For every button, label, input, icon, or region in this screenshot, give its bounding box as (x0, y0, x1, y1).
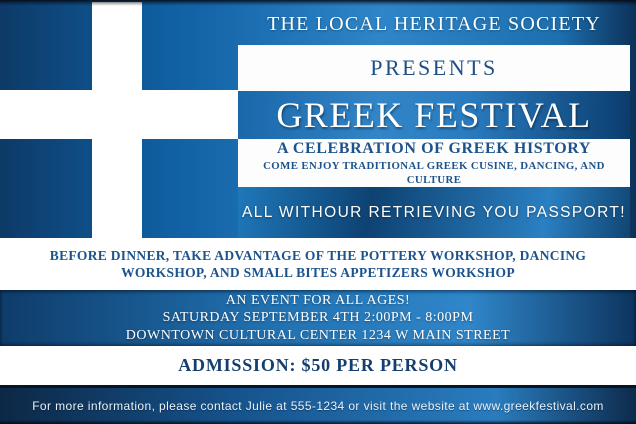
celebration-subheading: COME ENJOY TRADITIONAL GREEK CUSINE, DANCING, AND CULTURE (263, 160, 605, 186)
event-details-band (0, 290, 636, 346)
top-shadow-edge (0, 0, 636, 6)
admission-line: ADMISSION: $50 PER PERSON (178, 355, 458, 375)
presents-label: PRESENTS (370, 55, 498, 80)
passport-band (238, 187, 630, 238)
workshop-band (0, 238, 636, 290)
society-band (238, 0, 630, 45)
celebration-heading: A CELEBRATION OF GREEK HISTORY (276, 140, 592, 157)
event-title-band (238, 91, 630, 139)
celebration-band (238, 139, 630, 187)
footer-contact-line: For more information, please contact Julie at 555-1234 or visit the website at www.greekfestival.com (32, 399, 604, 413)
event-location-line: DOWNTOWN CULTURAL CENTER 1234 W MAIN STREET (125, 327, 511, 343)
presents-band (238, 45, 630, 91)
header-content-column (238, 0, 630, 238)
greek-cross-horizontal-bar-icon (0, 90, 240, 139)
passport-line: ALL WITHOUR RETRIEVING YOU PASSPORT! (242, 203, 626, 221)
event-datetime-line: SATURDAY SEPTEMBER 4TH 2:00PM - 8:00PM (162, 310, 474, 326)
admission-band (0, 346, 636, 385)
footer-band (0, 385, 636, 424)
event-title: GREEK FESTIVAL (276, 95, 592, 135)
event-ages-line: AN EVENT FOR ALL AGES! (225, 292, 411, 308)
society-name: THE LOCAL HERITAGE SOCIETY (267, 12, 601, 35)
workshop-line: BEFORE DINNER, TAKE ADVANTAGE OF THE POTTERY WORKSHOP, DANCING WORKSHOP, AND SMALL BITES APPETIZERS WORKSHOP (49, 248, 587, 280)
